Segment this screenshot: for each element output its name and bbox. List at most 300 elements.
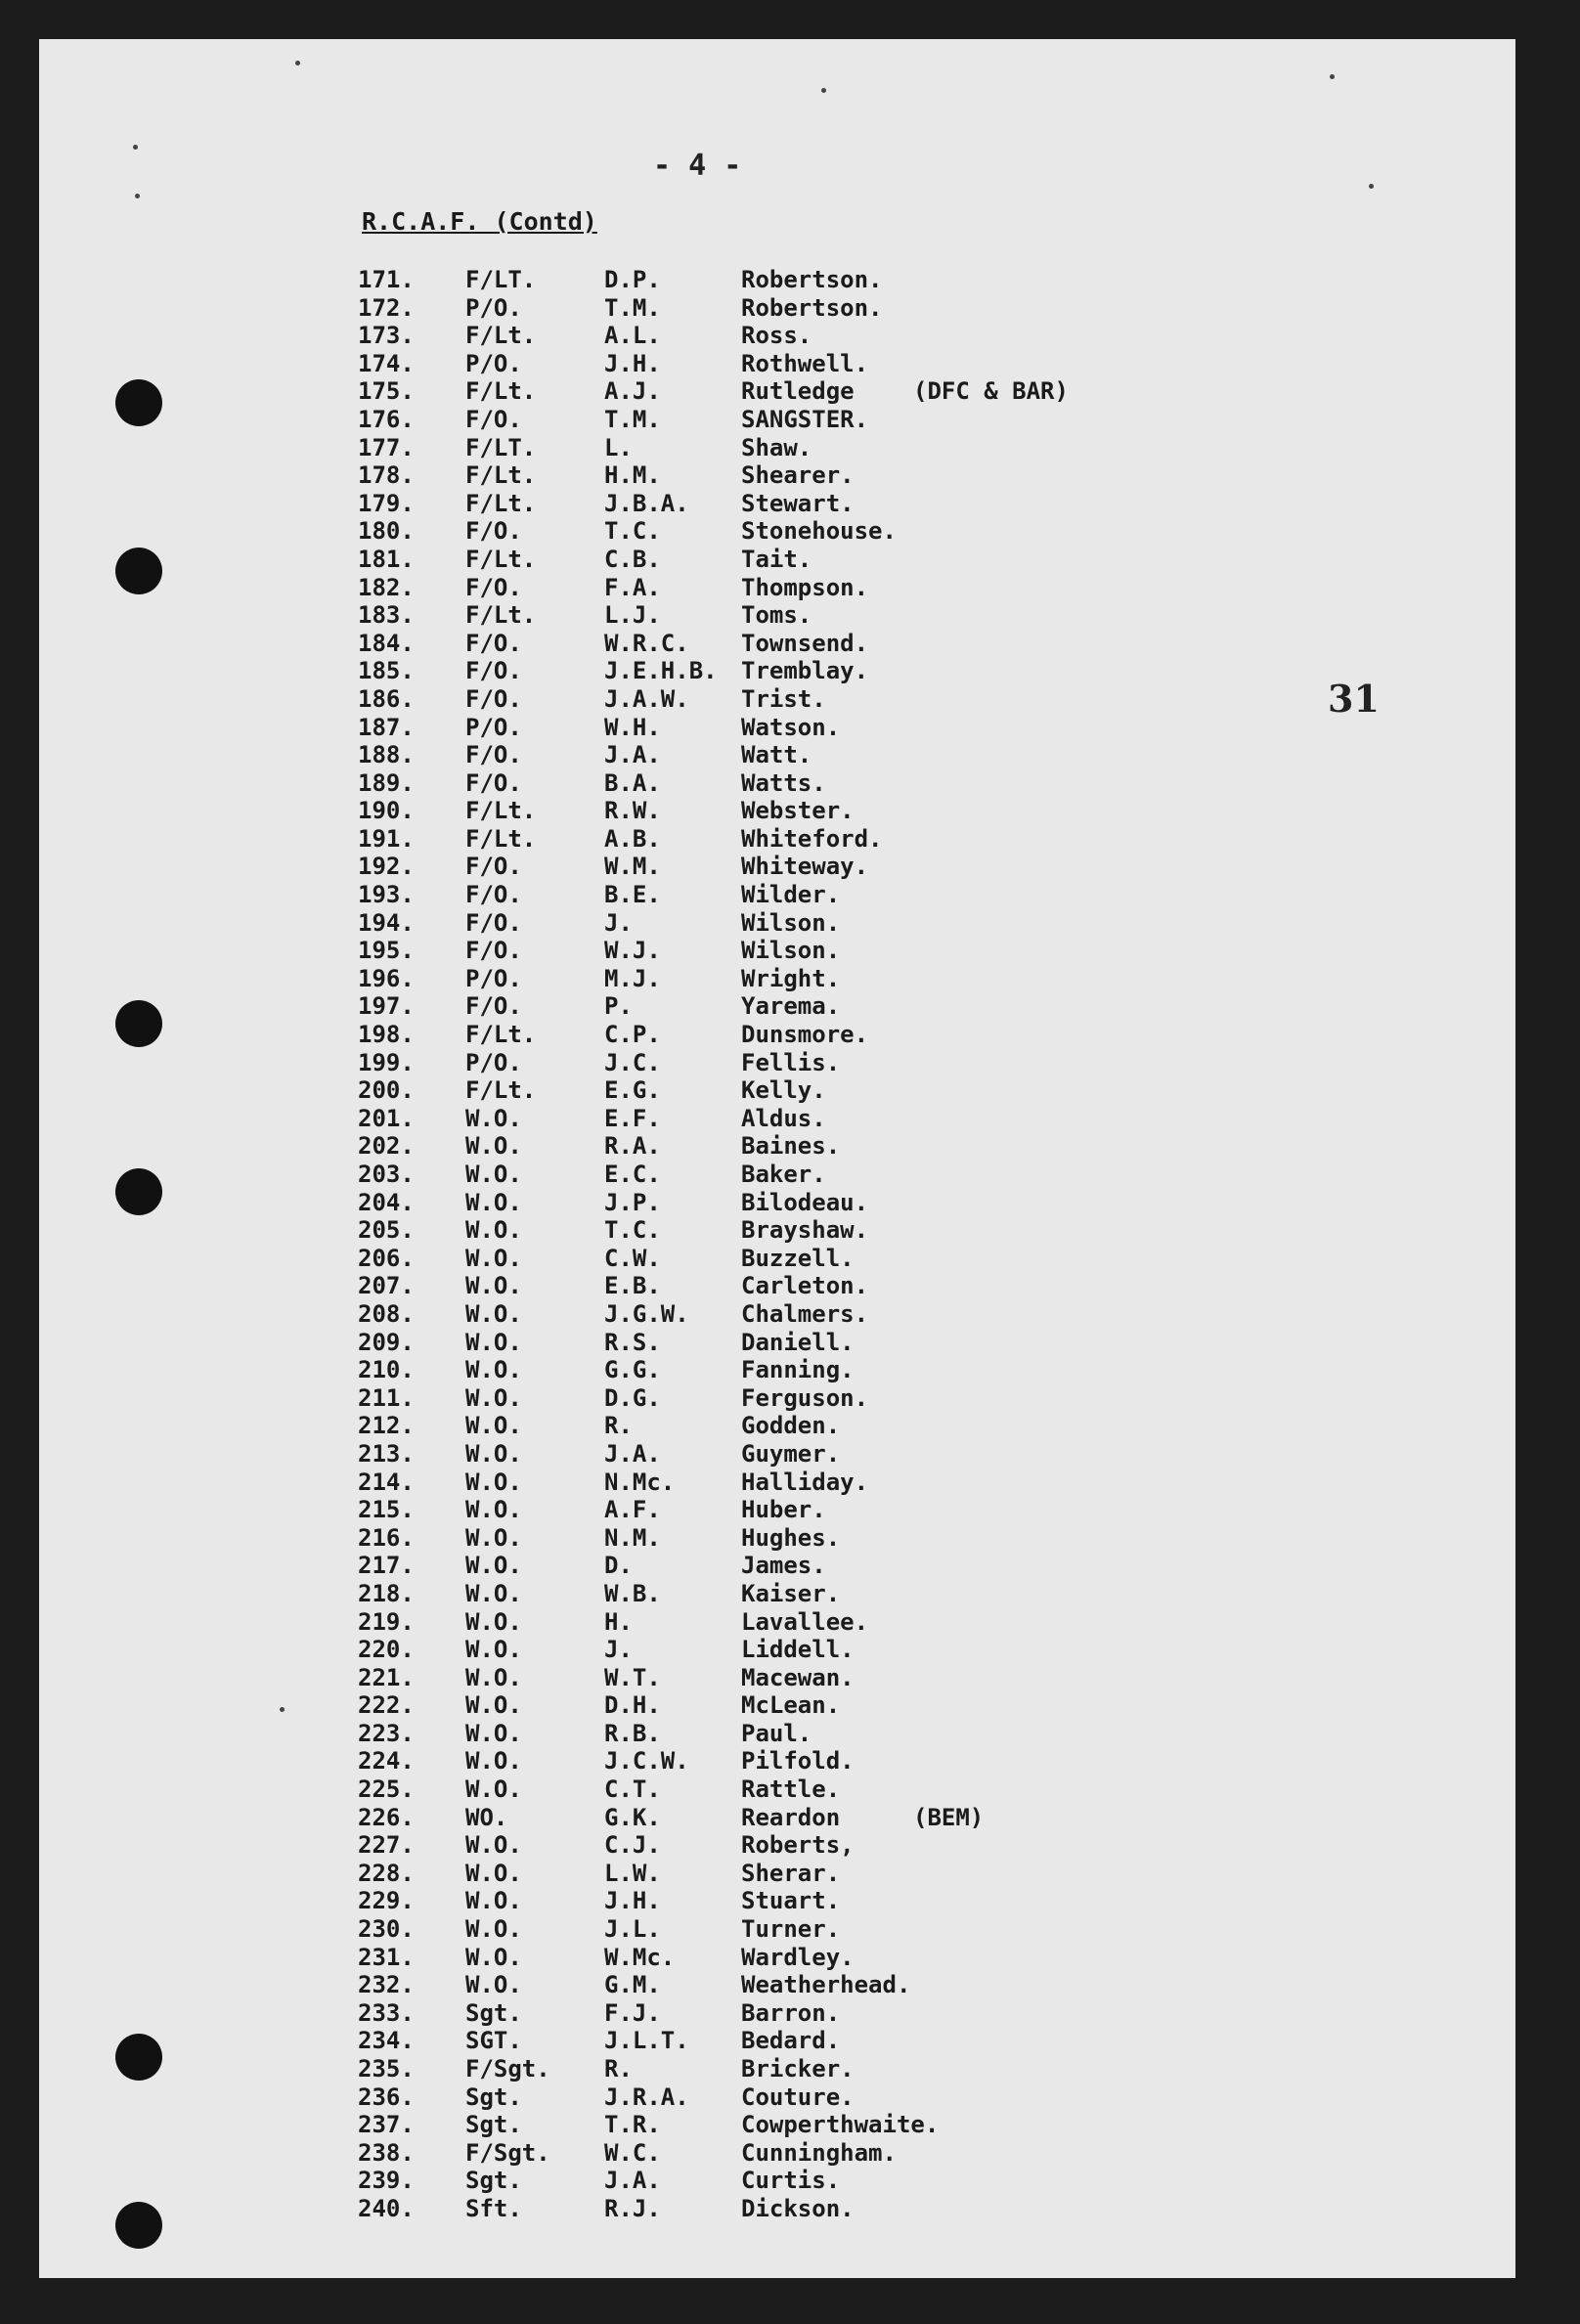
entry-rank: F/O. (465, 405, 522, 433)
entry-surname: Whiteford. (741, 824, 883, 853)
list-item (358, 377, 1069, 406)
entry-rank: F/Lt. (465, 824, 537, 853)
entry-initials: A.J. (604, 377, 661, 406)
entry-surname: Wilder. (741, 881, 841, 909)
entry-rank: F/O. (465, 992, 522, 1021)
list-item (358, 1049, 1069, 1077)
entry-initials: M.J. (604, 964, 661, 992)
entry-number: 208. (358, 1299, 415, 1328)
entry-rank: F/O. (465, 573, 522, 601)
list-item (358, 1105, 1069, 1133)
entry-surname: Wardley. (741, 1943, 855, 1971)
entry-initials: R.B. (604, 1719, 661, 1747)
entry-initials: N.M. (604, 1523, 661, 1552)
list-item (358, 2167, 1069, 2195)
entry-number: 205. (358, 1216, 415, 1245)
entry-number: 177. (358, 433, 415, 461)
entry-number: 222. (358, 1691, 415, 1720)
entry-rank: F/LT. (465, 433, 537, 461)
entry-rank: W.O. (465, 1132, 522, 1161)
entry-number: 211. (358, 1383, 415, 1412)
entry-initials: N.Mc. (604, 1468, 676, 1496)
entry-surname: Baker. (741, 1161, 826, 1188)
entry-rank: W.O. (465, 1161, 522, 1188)
entry-initials: J.C. (604, 1048, 661, 1076)
punch-hole (115, 1000, 162, 1047)
entry-rank: W.O. (465, 1579, 522, 1607)
entry-initials: R. (604, 2055, 633, 2083)
entry-initials: R.W. (604, 797, 661, 825)
list-item (358, 909, 1069, 938)
entry-surname: Webster. (741, 797, 855, 825)
list-item (358, 1384, 1069, 1413)
list-item (358, 1440, 1069, 1469)
entry-rank: F/O. (465, 629, 522, 657)
entry-initials: W.Mc. (604, 1943, 676, 1971)
entry-surname: Godden. (741, 1412, 841, 1440)
entry-rank: W.O. (465, 1299, 522, 1328)
list-item (358, 1524, 1069, 1553)
list-item (358, 2195, 1069, 2223)
entry-initials: J.E.H.B. (604, 657, 718, 685)
entry-initials: E.B. (604, 1272, 661, 1300)
entry-number: 232. (358, 1971, 415, 1999)
entry-surname: Shearer. (741, 461, 855, 490)
entry-surname: Bricker. (741, 2055, 855, 2083)
entry-rank: P/O. (465, 713, 522, 741)
entry-surname: Sherar. (741, 1859, 841, 1887)
entry-number: 187. (358, 713, 415, 741)
list-item (358, 657, 1069, 685)
punch-hole (115, 548, 162, 594)
entry-initials: J.H. (604, 1887, 661, 1915)
entry-number: 199. (358, 1048, 415, 1076)
entry-surname: Watt. (741, 741, 812, 769)
entry-initials: C.T. (604, 1776, 661, 1804)
entry-surname: Weatherhead. (741, 1971, 911, 1999)
entry-surname: Guymer. (741, 1439, 841, 1468)
folio-number: 31 (1328, 677, 1380, 721)
entry-surname: Watson. (741, 713, 841, 741)
entry-initials: D. (604, 1552, 633, 1580)
entry-initials: D.H. (604, 1691, 661, 1720)
entry-number: 214. (358, 1468, 415, 1496)
entry-rank: W.O. (465, 1552, 522, 1580)
entry-rank: W.O. (465, 1943, 522, 1971)
entry-number: 175. (358, 377, 415, 406)
entry-surname: Tremblay. (741, 657, 869, 685)
entry-number: 197. (358, 992, 415, 1021)
entry-surname: Bilodeau. (741, 1188, 869, 1216)
entry-initials: R. (604, 1412, 633, 1440)
entry-number: 210. (358, 1356, 415, 1384)
entry-number: 213. (358, 1439, 415, 1468)
entry-surname: Carleton. (741, 1272, 869, 1300)
entry-number: 192. (358, 853, 415, 881)
list-item (358, 1161, 1069, 1189)
list-item (358, 1021, 1069, 1049)
entry-initials: J.A. (604, 1439, 661, 1468)
list-item (358, 769, 1069, 798)
entry-initials: R.A. (604, 1132, 661, 1161)
entry-rank: Sft. (465, 2194, 522, 2222)
entry-initials: A.B. (604, 824, 661, 853)
entry-rank: F/Lt. (465, 1076, 537, 1105)
entry-rank: W.O. (465, 1272, 522, 1300)
list-item (358, 1915, 1069, 1944)
entry-initials: J.L. (604, 1915, 661, 1944)
entry-surname: Fellis. (741, 1048, 841, 1076)
entry-rank: W.O. (465, 1104, 522, 1132)
entry-number: 212. (358, 1412, 415, 1440)
entry-rank: F/Sgt. (465, 2055, 550, 2083)
entry-initials: R.J. (604, 2194, 661, 2222)
entry-initials: J.A.W. (604, 684, 689, 713)
entry-initials: W.M. (604, 853, 661, 881)
list-item (358, 1971, 1069, 1999)
paper-speck (295, 61, 300, 66)
entry-number: 229. (358, 1887, 415, 1915)
entry-initials: G.K. (604, 1803, 661, 1831)
entry-rank: F/O. (465, 684, 522, 713)
list-item (358, 1496, 1069, 1524)
entry-initials: W.T. (604, 1663, 661, 1691)
list-item (358, 1720, 1069, 1748)
entry-surname: Cunningham. (741, 2138, 897, 2167)
entry-initials: T.M. (604, 405, 661, 433)
entry-initials: L.W. (604, 1859, 661, 1887)
entry-surname: Huber. (741, 1496, 826, 1524)
entry-rank: W.O. (465, 1691, 522, 1720)
list-item (358, 1776, 1069, 1804)
entry-initials: J.A. (604, 2167, 661, 2195)
list-item (358, 2083, 1069, 2112)
entry-surname: Bedard. (741, 2027, 841, 2055)
entry-rank: W.O. (465, 1496, 522, 1524)
entry-rank: W.O. (465, 1747, 522, 1776)
entry-rank: P/O. (465, 293, 522, 322)
entry-number: 209. (358, 1328, 415, 1356)
entry-initials: H. (604, 1607, 633, 1636)
list-item (358, 1216, 1069, 1245)
list-item (358, 1580, 1069, 1608)
entry-number: 189. (358, 768, 415, 797)
entry-number: 227. (358, 1831, 415, 1860)
entry-initials: L.J. (604, 601, 661, 630)
entry-number: 207. (358, 1272, 415, 1300)
entry-number: 194. (358, 908, 415, 937)
entry-surname: Lavallee. (741, 1607, 869, 1636)
entry-initials: F.J. (604, 1998, 661, 2027)
list-item (358, 1831, 1069, 1860)
list-item (358, 1132, 1069, 1161)
entry-surname: Shaw. (741, 433, 812, 461)
entry-rank: W.O. (465, 1971, 522, 1999)
list-item (358, 992, 1069, 1021)
entry-initials: E.F. (604, 1104, 661, 1132)
list-item (358, 1860, 1069, 1888)
entry-surname: Stewart. (741, 489, 855, 517)
entry-initials: J.B.A. (604, 489, 689, 517)
list-item (358, 406, 1069, 434)
list-item (358, 1469, 1069, 1497)
entry-number: 237. (358, 2111, 415, 2139)
entry-number: 223. (358, 1719, 415, 1747)
list-item (358, 881, 1069, 909)
entry-rank: W.O. (465, 1523, 522, 1552)
entry-initials: G.M. (604, 1971, 661, 1999)
entry-number: 186. (358, 684, 415, 713)
page-number: - 4 - (653, 149, 742, 183)
entry-initials: T.C. (604, 517, 661, 546)
entry-rank: F/O. (465, 741, 522, 769)
entry-initials: J.G.W. (604, 1299, 689, 1328)
entry-surname: Buzzell. (741, 1244, 855, 1272)
entry-rank: F/O. (465, 657, 522, 685)
entry-surname: Watts. (741, 768, 826, 797)
entry-rank: W.O. (465, 1328, 522, 1356)
entry-surname: Rattle. (741, 1776, 841, 1804)
entry-surname: Townsend. (741, 629, 869, 657)
entry-note: (DFC & BAR) (913, 377, 1069, 406)
entry-rank: W.O. (465, 1607, 522, 1636)
entry-initials: B.A. (604, 768, 661, 797)
entry-initials: T.R. (604, 2111, 661, 2139)
entry-rank: F/Lt. (465, 377, 537, 406)
entry-surname: Liddell. (741, 1636, 855, 1664)
entry-rank: W.O. (465, 1188, 522, 1216)
entry-surname: Turner. (741, 1915, 841, 1944)
entry-surname: Kaiser. (741, 1579, 841, 1607)
list-item (358, 1636, 1069, 1664)
entry-surname: SANGSTER. (741, 405, 869, 433)
entry-initials: E.G. (604, 1076, 661, 1105)
entry-number: 174. (358, 349, 415, 377)
list-item (358, 2055, 1069, 2083)
list-item (358, 853, 1069, 881)
entry-initials: R.S. (604, 1328, 661, 1356)
entry-rank: W.O. (465, 1216, 522, 1245)
entry-rank: W.O. (465, 1383, 522, 1412)
entry-surname: Rothwell. (741, 349, 869, 377)
list-item (358, 1245, 1069, 1273)
entry-initials: W.H. (604, 713, 661, 741)
entry-number: 226. (358, 1803, 415, 1831)
list-item (358, 1608, 1069, 1637)
punch-hole (115, 2034, 162, 2081)
entry-surname: Aldus. (741, 1104, 826, 1132)
list-item (358, 266, 1069, 294)
list-item (358, 2139, 1069, 2168)
entry-initials: G.G. (604, 1356, 661, 1384)
entry-rank: Sgt. (465, 2167, 522, 2195)
entry-number: 176. (358, 405, 415, 433)
punch-hole (115, 2202, 162, 2249)
list-item (358, 630, 1069, 658)
entry-rank: W.O. (465, 1468, 522, 1496)
entry-surname: Halliday. (741, 1468, 869, 1496)
entry-number: 172. (358, 293, 415, 322)
list-item (358, 1552, 1069, 1580)
entry-surname: Dickson. (741, 2194, 855, 2222)
entry-rank: SGT. (465, 2027, 522, 2055)
entry-surname: Reardon (741, 1803, 841, 1831)
entry-number: 220. (358, 1636, 415, 1664)
entry-number: 219. (358, 1607, 415, 1636)
entry-rank: F/O. (465, 908, 522, 937)
entry-rank: F/Lt. (465, 461, 537, 490)
list-item (358, 1076, 1069, 1105)
entry-number: 190. (358, 797, 415, 825)
entry-surname: James. (741, 1552, 826, 1580)
entry-initials: F.A. (604, 573, 661, 601)
entry-number: 239. (358, 2167, 415, 2195)
entry-rank: W.O. (465, 1663, 522, 1691)
entry-surname: Robertson. (741, 266, 883, 293)
entry-surname: McLean. (741, 1691, 841, 1720)
entry-surname: Whiteway. (741, 853, 869, 881)
entry-initials: C.P. (604, 1021, 661, 1049)
entry-number: 198. (358, 1021, 415, 1049)
entry-rank: F/O. (465, 881, 522, 909)
entry-number: 196. (358, 964, 415, 992)
paper-speck (1330, 74, 1335, 79)
entry-surname: Yarema. (741, 992, 841, 1021)
entry-initials: W.R.C. (604, 629, 689, 657)
entry-initials: W.B. (604, 1579, 661, 1607)
entry-surname: Daniell. (741, 1328, 855, 1356)
entry-rank: F/Lt. (465, 489, 537, 517)
entry-number: 188. (358, 741, 415, 769)
entry-number: 203. (358, 1161, 415, 1188)
list-item (358, 714, 1069, 742)
entry-surname: Cowperthwaite. (741, 2111, 940, 2139)
list-item (358, 1300, 1069, 1329)
entry-initials: J.A. (604, 741, 661, 769)
paper-speck (821, 88, 826, 93)
entry-surname: Wilson. (741, 937, 841, 965)
list-item (358, 741, 1069, 769)
list-item (358, 1999, 1069, 2028)
entry-initials: T.M. (604, 293, 661, 322)
document-page (39, 39, 1515, 2278)
entry-number: 171. (358, 266, 415, 293)
entry-number: 235. (358, 2055, 415, 2083)
entry-surname: Hughes. (741, 1523, 841, 1552)
entry-surname: Thompson. (741, 573, 869, 601)
entry-initials: L. (604, 433, 633, 461)
entry-number: 217. (358, 1552, 415, 1580)
entry-number: 178. (358, 461, 415, 490)
entry-initials: J.C.W. (604, 1747, 689, 1776)
entry-surname: Barron. (741, 1998, 841, 2027)
entry-number: 234. (358, 2027, 415, 2055)
list-item (358, 322, 1069, 350)
list-item (358, 2111, 1069, 2139)
entry-number: 202. (358, 1132, 415, 1161)
entry-rank: WO. (465, 1803, 508, 1831)
entry-rank: W.O. (465, 1776, 522, 1804)
entry-surname: Ross. (741, 322, 812, 350)
entry-rank: F/Lt. (465, 545, 537, 573)
entry-initials: C.J. (604, 1831, 661, 1860)
list-item (358, 350, 1069, 378)
list-item (358, 1189, 1069, 1217)
entry-rank: F/O. (465, 517, 522, 546)
entry-number: 191. (358, 824, 415, 853)
entry-number: 225. (358, 1776, 415, 1804)
entry-surname: Ferguson. (741, 1383, 869, 1412)
list-item (358, 1747, 1069, 1776)
section-title: R.C.A.F. (Contd) (362, 207, 597, 236)
entry-rank: P/O. (465, 349, 522, 377)
entry-number: 215. (358, 1496, 415, 1524)
entry-surname: Wilson. (741, 908, 841, 937)
entry-initials: P. (604, 992, 633, 1021)
punch-hole (115, 1168, 162, 1215)
entry-number: 224. (358, 1747, 415, 1776)
entry-rank: F/O. (465, 937, 522, 965)
entry-surname: Paul. (741, 1719, 812, 1747)
entry-surname: Robertson. (741, 293, 883, 322)
entry-initials: D.G. (604, 1383, 661, 1412)
entry-rank: W.O. (465, 1439, 522, 1468)
entry-rank: W.O. (465, 1244, 522, 1272)
entry-number: 216. (358, 1523, 415, 1552)
entry-initials: J.H. (604, 349, 661, 377)
entry-surname: Stonehouse. (741, 517, 897, 546)
list-item (358, 797, 1069, 825)
entry-initials: J.L.T. (604, 2027, 689, 2055)
entry-number: 218. (358, 1579, 415, 1607)
list-item (358, 965, 1069, 993)
list-item (358, 2027, 1069, 2055)
list-item (358, 546, 1069, 574)
entry-surname: Fanning. (741, 1356, 855, 1384)
entry-number: 231. (358, 1943, 415, 1971)
paper-speck (133, 145, 138, 150)
entry-initials: A.L. (604, 322, 661, 350)
entry-rank: F/O. (465, 768, 522, 797)
personnel-list (358, 266, 1069, 2223)
entry-number: 200. (358, 1076, 415, 1105)
entry-surname: Baines. (741, 1132, 841, 1161)
entry-surname: Dunsmore. (741, 1021, 869, 1049)
list-item (358, 517, 1069, 546)
entry-number: 179. (358, 489, 415, 517)
entry-rank: P/O. (465, 964, 522, 992)
entry-rank: W.O. (465, 1831, 522, 1860)
entry-initials: E.C. (604, 1161, 661, 1188)
entry-rank: F/O. (465, 853, 522, 881)
entry-initials: A.F. (604, 1496, 661, 1524)
entry-number: 180. (358, 517, 415, 546)
entry-rank: W.O. (465, 1859, 522, 1887)
entry-rank: F/Lt. (465, 797, 537, 825)
entry-surname: Roberts, (741, 1831, 855, 1860)
entry-surname: Pilfold. (741, 1747, 855, 1776)
entry-initials: H.M. (604, 461, 661, 490)
entry-number: 228. (358, 1859, 415, 1887)
entry-initials: J. (604, 908, 633, 937)
list-item (358, 461, 1069, 490)
list-item (358, 294, 1069, 323)
entry-number: 173. (358, 322, 415, 350)
entry-initials: J.P. (604, 1188, 661, 1216)
entry-initials: J.R.A. (604, 2083, 689, 2111)
entry-number: 240. (358, 2194, 415, 2222)
entry-surname: Chalmers. (741, 1299, 869, 1328)
